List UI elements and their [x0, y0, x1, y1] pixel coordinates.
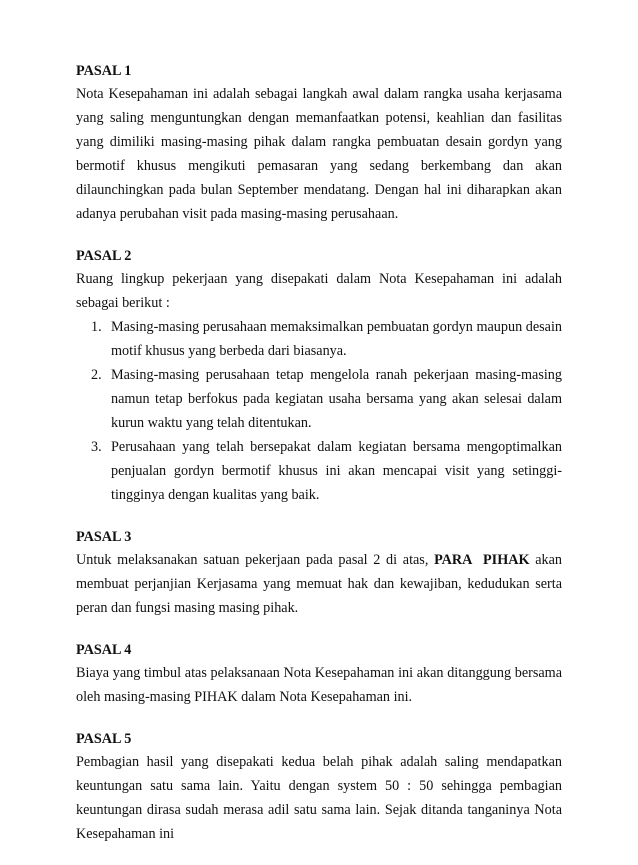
pasal-3-text	[76, 548, 562, 620]
pasal-4	[76, 639, 562, 709]
pasal-3-heading: PASAL 3	[76, 529, 132, 545]
pasal-5-heading: PASAL 5	[76, 731, 132, 747]
pasal-1	[76, 60, 562, 226]
list-item-text: Masing-masing perusahaan memaksimalkan pembuatan gordyn maupun desain motif khusus yang berbeda dari biasanya.	[111, 319, 562, 359]
list-item-text: Perusahaan yang telah bersepakat dalam kegiatan bersama mengoptimalkan penjualan gordyn bermotif khusus ini akan mencapai visit yang setinggi-tingginya dengan kualitas yang baik.	[111, 439, 562, 503]
list-item	[76, 315, 562, 363]
pasal-4-text: Biaya yang timbul atas pelaksanaan Nota Kesepahaman ini akan ditanggung bersama oleh masing-masing PIHAK dalam Nota Kesepahaman ini.	[76, 665, 562, 705]
pasal-2-intro: Ruang lingkup pekerjaan yang disepakati dalam Nota Kesepahaman ini adalah sebagai berikut :	[76, 271, 562, 311]
para-pihak-bold: PARA PIHAK	[434, 552, 530, 568]
pasal-5	[76, 728, 562, 846]
pasal-5-text: Pembagian hasil yang disepakati kedua belah pihak adalah saling mendapatkan keuntungan satu sama lain. Yaitu dengan system 50 : 50 sehingga pembagian keuntungan dirasa sudah merasa adil satu sama lain. Sejak ditanda tanganinya Nota Kesepahaman ini	[76, 754, 562, 842]
list-item	[76, 363, 562, 435]
list-item-number: 1.	[91, 319, 102, 335]
pasal-4-heading: PASAL 4	[76, 642, 132, 658]
pasal-1-heading: PASAL 1	[76, 63, 132, 79]
list-item-number: 2.	[91, 367, 102, 383]
list-item-number: 3.	[91, 439, 102, 455]
list-item-text: Masing-masing perusahaan tetap mengelola ranah pekerjaan masing-masing namun tetap berfokus pada kegiatan usaha bersama yang akan selesai dalam kurun waktu yang telah ditentukan.	[111, 367, 562, 431]
pasal-2-heading: PASAL 2	[76, 248, 132, 264]
pasal-3-text-before: Untuk melaksanakan satuan pekerjaan pada pasal 2 di atas,	[76, 552, 435, 568]
pasal-2-list	[76, 315, 562, 507]
pasal-1-text: Nota Kesepahaman ini adalah sebagai langkah awal dalam rangka usaha kerjasama yang saling menguntungkan dengan memanfaatkan potensi, keahlian dan fasilitas yang dimiliki masing-masing pihak dalam rangka pembuatan desain gordyn yang bermotif khusus mengikuti pemasaran yang sedang berkembang dan akan dilaunchingkan pada bulan September mendatang. Dengan hal ini diharapkan akan adanya perubahan visit pada masing-masing perusahaan.	[76, 86, 562, 222]
pasal-3-text-after: akan membuat perjanjian Kerjasama yang memuat hak dan kewajiban, kedudukan serta peran dan fungsi masing masing pihak.	[76, 552, 562, 616]
pasal-3	[76, 526, 562, 620]
pasal-2	[76, 245, 562, 507]
list-item	[76, 435, 562, 507]
document-page	[76, 60, 562, 865]
